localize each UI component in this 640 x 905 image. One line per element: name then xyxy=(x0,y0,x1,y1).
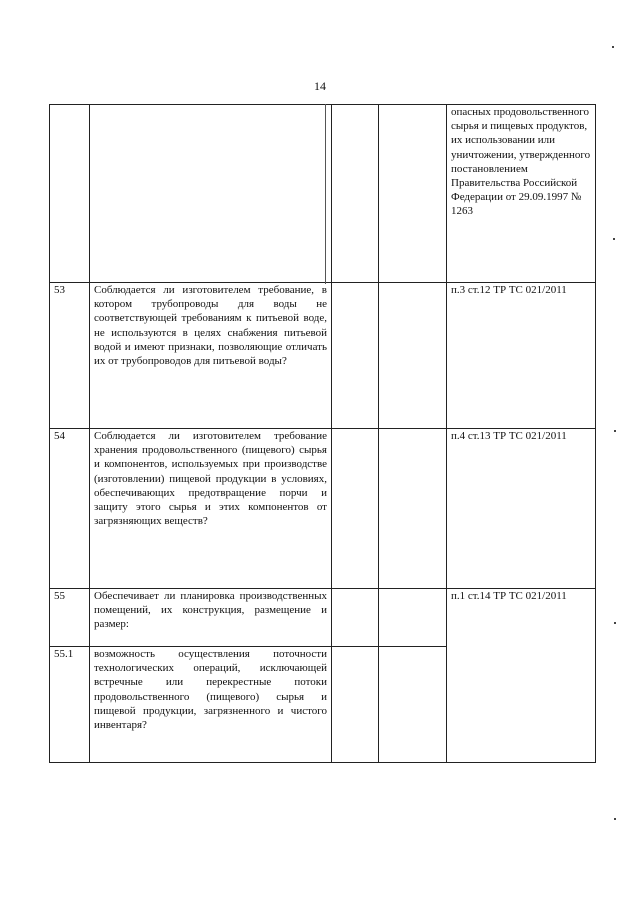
table-row xyxy=(50,105,596,283)
question-cell: Соблюдается ли изготовителем требование хранения продовольственного (пищевого) сырья и компонентов, используемых при производстве (изготовлении) пищевой продукции в условиях, обеспечивающих предотвращение порчи и защиту этого сырья и этих компонентов от загрязняющих веществ? xyxy=(90,429,332,589)
answer-yes-cell xyxy=(332,283,379,429)
question-cell: возможность осуществления поточности технологических операций, исключающей встречные или перекрестные потоки продовольственного (пищевого) сырья и пищевой продукции, загрязненного и чистого инвентаря? xyxy=(90,647,332,763)
page-number: 14 xyxy=(314,79,326,93)
question-cell xyxy=(90,105,332,283)
table-row xyxy=(50,283,596,429)
reference-cell: опасных продовольственного сырья и пищевых продуктов, их использовании или уничтожении, утвержденного постановлением Правительства Российской Федерации от 29.09.1997 № 1263 xyxy=(447,105,596,283)
answer-no-cell xyxy=(379,647,447,763)
checklist-table xyxy=(49,104,596,763)
table-row xyxy=(50,429,596,589)
row-number-cell: 54 xyxy=(50,429,90,589)
row-number-cell xyxy=(50,105,90,283)
scan-speck xyxy=(614,622,616,624)
scan-speck xyxy=(613,238,615,240)
row-number-cell: 55 xyxy=(50,589,90,647)
row-number-cell: 55.1 xyxy=(50,647,90,763)
answer-no-cell xyxy=(379,589,447,647)
answer-yes-cell xyxy=(332,105,379,283)
question-cell: Обеспечивает ли планировка производственных помещений, их конструкция, размещение и размер: xyxy=(90,589,332,647)
scan-speck xyxy=(614,818,616,820)
scan-speck xyxy=(612,46,614,48)
answer-no-cell xyxy=(379,105,447,283)
reference-cell: п.3 ст.12 ТР ТС 021/2011 xyxy=(447,283,596,429)
answer-yes-cell xyxy=(332,429,379,589)
reference-cell: п.1 ст.14 ТР ТС 021/2011 xyxy=(447,589,596,763)
row-number-cell: 53 xyxy=(50,283,90,429)
table-row xyxy=(50,589,596,647)
scan-line-artifact xyxy=(325,104,326,284)
answer-no-cell xyxy=(379,283,447,429)
answer-no-cell xyxy=(379,429,447,589)
answer-yes-cell xyxy=(332,647,379,763)
question-cell: Соблюдается ли изготовителем требование, в котором трубопроводы для воды не соответствующей требованиям к питьевой воде, не используются в целях снабжения питьевой водой и имеют признаки, позволяющие отличать их от трубопроводов для питьевой воды? xyxy=(90,283,332,429)
scan-speck xyxy=(614,430,616,432)
reference-cell: п.4 ст.13 ТР ТС 021/2011 xyxy=(447,429,596,589)
answer-yes-cell xyxy=(332,589,379,647)
